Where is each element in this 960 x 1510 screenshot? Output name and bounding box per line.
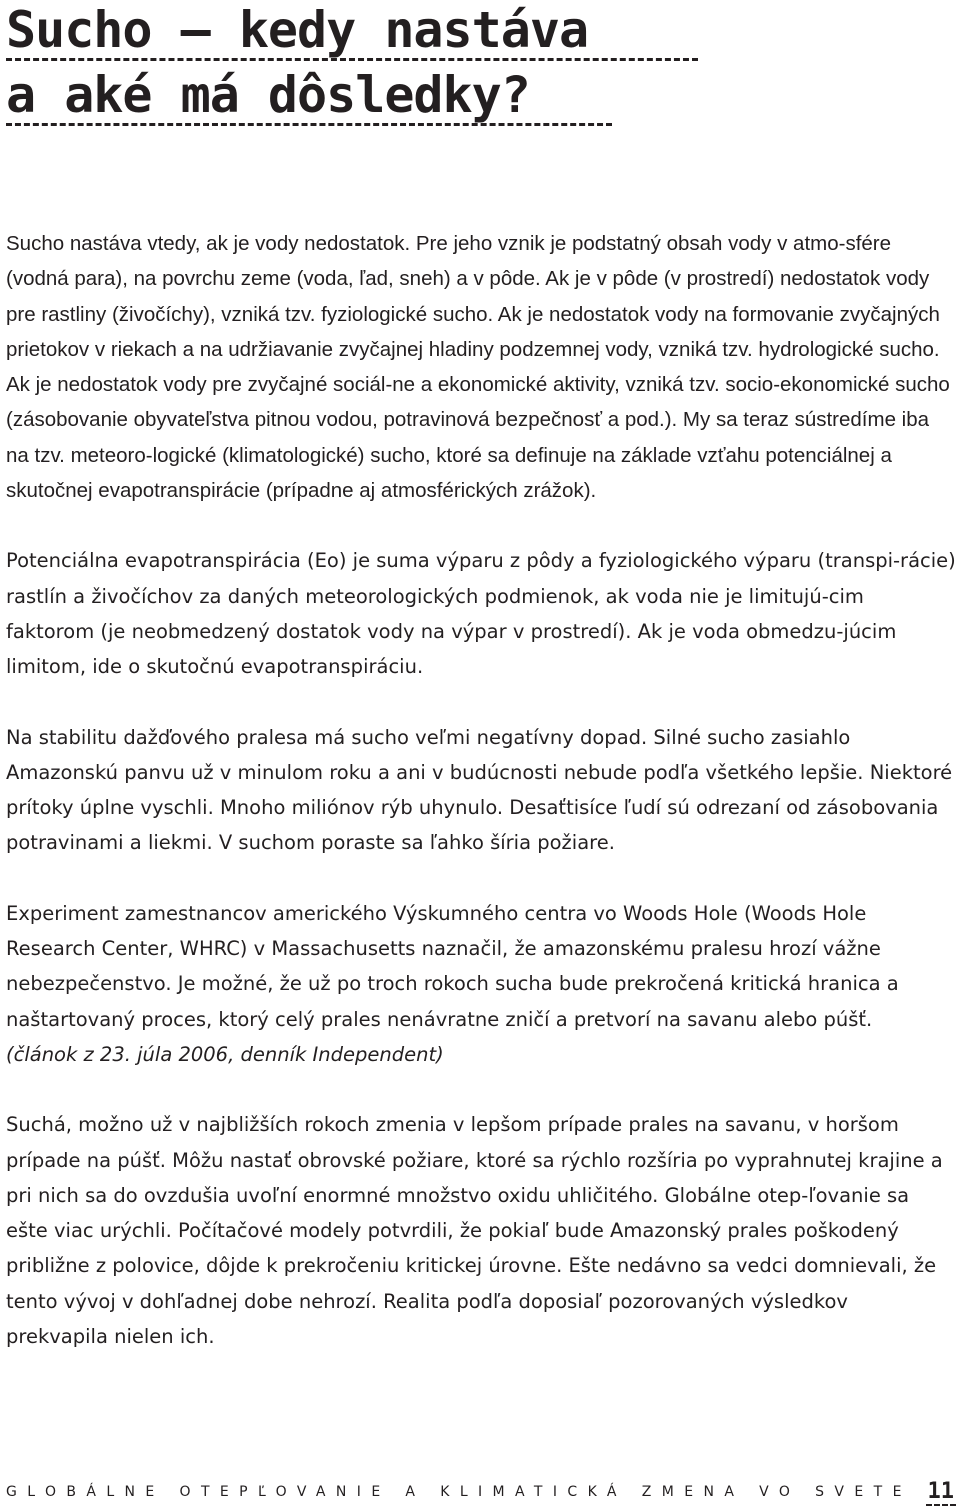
paragraph-whrc-experiment-block (6, 896, 956, 1072)
title-line-1: Sucho – kedy nastáva (6, 4, 698, 61)
article-body (6, 226, 956, 1389)
page-footer (6, 1480, 956, 1510)
page-number: 11 (927, 1479, 954, 1504)
footer-running-title: GLOBÁLNE OTEPĽOVANIE A KLIMATICKÁ ZMENA VO SVETE (6, 1484, 912, 1500)
paragraph-future-scenario: Suchá, možno už v najbližších rokoch zmenia v lepšom prípade prales na savanu, v horšom prípade na púšť. Môžu nastať obrovské požiare, ktoré sa rýchlo rozšíria po vyprahnutej krajine a pri nich sa do ovzdušia uvoľní enormné množstvo oxidu uhličitého. Globálne otep-ľovanie sa ešte viac urýchli. Počítačové modely potvrdili, že pokiaľ bude Amazonský prales poškodený približne z polovice, dôjde k prekročeniu kritickej úrovne. Ešte nedávno sa vedci domnievali, že tento vývoj v dohľadnej dobe nehrozí. Realita podľa doposiaľ pozorovaných výsledkov prekvapila nielen ich. (6, 1113, 943, 1349)
title-line-2: a aké má dôsledky? (6, 69, 612, 126)
paragraph-rainforest-impact: Na stabilitu dažďového pralesa má sucho veľmi negatívny dopad. Silné sucho zasiahlo Amazonskú panvu už v minulom roku a ani v budúcnosti nebude podľa všetkého lepšie. Niektoré prítoky úplne vyschli. Mnoho miliónov rýb uhynulo. Desaťtisíce ľudí sú odrezaní od zásobovania potravinami a liekmi. V suchom poraste sa ľahko šíria požiare. (6, 725, 953, 855)
paragraph-drought-types: Sucho nastáva vtedy, ak je vody nedostatok. Pre jeho vznik je podstatný obsah vody v atmo-sfére (vodná para), na povrchu zeme (voda, ľad, sneh) a v pôde. Ak je v pôde (v prostredí) nedostatok vody pre rastliny (živočíchy), vzniká tzv. fyziologické sucho. Ak je nedostatok vody na formovanie zvyčajných prietokov v riekach a na udržiavanie zvyčajnej hladiny podzemnej vody, vzniká tzv. hydrologické sucho. Ak je nedostatok vody pre zvyčajné sociál-ne a ekonomické aktivity, vzniká tzv. socio-ekonomické sucho (zásobovanie obyvateľstva pitnou vodou, potravinová bezpečnosť a pod.). My sa teraz sústredíme iba na tzv. meteoro-logické (klimatologické) sucho, ktoré sa definuje na základe vzťahu potenciálnej a skutočnej evapotranspirácie (prípadne aj atmosférických zrážok). (6, 232, 950, 503)
paragraph-potential-evapotranspiration: Potenciálna evapotranspirácia (Eo) je suma výparu z pôdy a fyziologického výparu (transpi-rácie) rastlín a živočíchov za daných meteorologických podmienok, ak voda nie je limitujú-cim faktorom (je neobmedzený dostatok vody na výpar v prostredí). Ak je voda obmedzu-júcim limitom, ide o skutočnú evapotranspiráciu. (6, 549, 956, 679)
citation: (článok z 23. júla 2006, denník Independent) (6, 1042, 444, 1066)
article-title (6, 1, 706, 134)
paragraph-whrc-experiment: Experiment zamestnancov amerického Výskumného centra vo Woods Hole (Woods Hole Research Center, WHRC) v Massachusetts naznačil, že amazonskému pralesu hrozí vážne nebezpečenstvo. Je možné, že už po troch rokoch sucha bude prekročená kritická hranica a naštartovaný proces, ktorý celý prales nenávratne zničí a pretvorí na savanu alebo púšť. (6, 901, 899, 1031)
